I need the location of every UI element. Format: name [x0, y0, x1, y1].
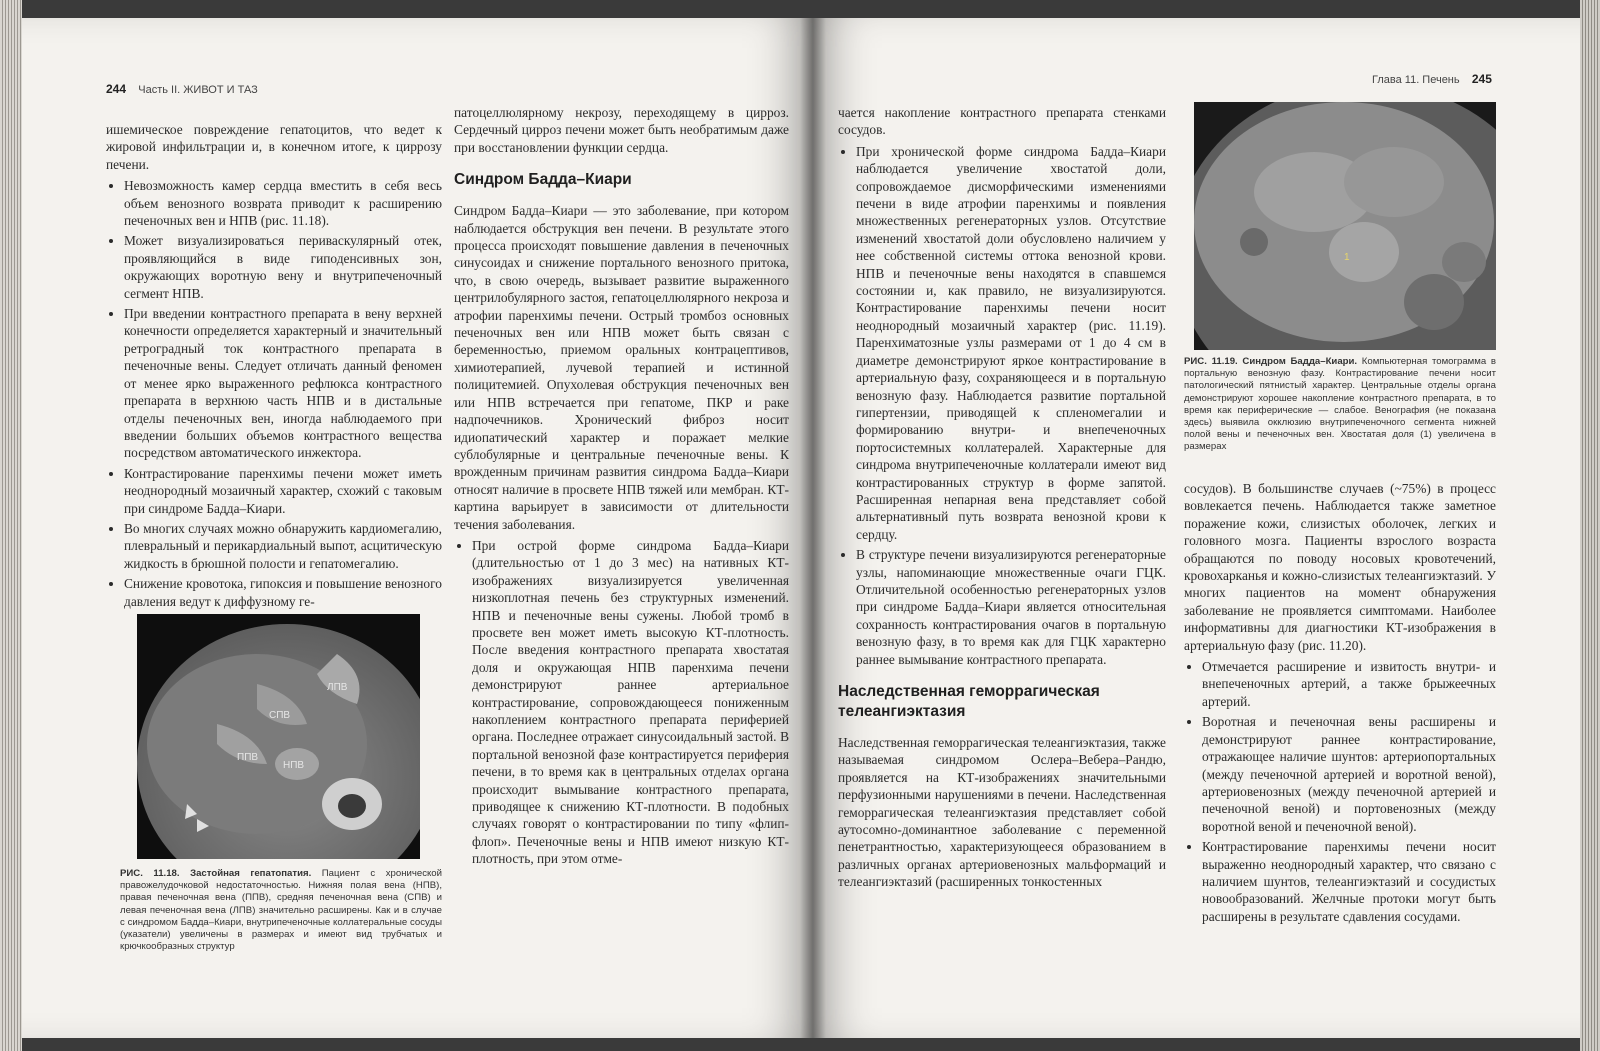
book-edge-right [1580, 0, 1600, 1051]
left-column-1 [106, 121, 442, 613]
left-running-head [106, 82, 258, 96]
left-col2-intro: патоцеллюлярному некрозу, переходящему в цирроз. Сердечный цирроз печени может быть необратимым даже при восстановлении функции сердца. [454, 105, 789, 155]
left-page [22, 18, 812, 1038]
ct-figure-11-19 [1194, 102, 1496, 350]
right-col1-intro: чается накопление контрастного препарата стенками сосудов. [838, 105, 1166, 138]
list-item: • При введении контрастного препарата в вену верхней конечности определяется характерный и значительный ретроградный ток контрастного препарата в печеночные вены. Следует отличать данный феномен от менее ярко выраженного рефлюкса контрастного препарата в верхнюю часть НПВ и в дистальные отделы печеночных вен, иногда наблюдаемого при введении больших объемов контрастного вещества посредством автоматического инжектора. [124, 305, 442, 462]
ct-figure-11-18 [137, 614, 420, 859]
list-item: • Контрастирование паренхимы печени носит выраженно неоднородный характер, что связано с наличием шунтов, телеангиэктазий и сосудистых новообразований. Желчные протоки могут быть расширены в результате сдавления сосудами. [1202, 838, 1496, 925]
list-item: • Отмечается расширение и извитость внутри- и внепеченочных артерий, а также брыжеечных артерий. [1202, 658, 1496, 710]
figure-11-18-caption-text: Пациент с хронической правожелудочковой недостаточностью. Нижняя полая вена (НПВ), правая печеночная вена (ППВ), средняя печеночная вена (СПВ) и левая печеночная вена (ЛПВ) значительно расширены. Как и в случае с синдромом Бадда–Киари, внутрипеченочные коллатеральные сосуды (указатели) увеличены в размерах и имеют вид трубчатых и крючкообразных структур [120, 868, 443, 953]
right-running-title: Глава 11. Печень [1372, 74, 1460, 86]
figure-label-spv: СПВ [269, 710, 291, 721]
left-col1-intro: ишемическое повреждение гепатоцитов, что ведет к жировой инфильтрации и, в конечном итоге, к циррозу печени. [106, 122, 442, 172]
right-col2-intro: сосудов). В большинстве случаев (~75%) в процесс вовлекается печень. Наблюдается также заметное поражение кожи, слизистых оболочек, легких и головного мозга. Пациенты взрослого возраста обращаются по поводу носовых кровотечений, кровохарканья и кожно-слизистых телеангиэктазий. У многих пациентов на момент обнаружения заболевание не проявляется симптомами. Наиболее информативны для диагностики КТ-изображения в артериальную фазу (рис. 11.20). [1184, 481, 1496, 653]
list-item: • При хронической форме синдрома Бадда–Киари наблюдается увеличение хвостатой доли, сопровождаемое дисморфическими изменениями печени в виде атрофии паренхимы и появления множественных регенераторных узлов. Отсутствие изменений хвостатой доли обусловлено наличием у нее собственной системы оттока венозной крови. НПВ и печеночные вены находятся в спавшемся состоянии и, как правило, не визуализируются. Контрастирование паренхимы печени носит неоднородный мозаичный характер (рис. 11.19). Паренхиматозные узлы размерами от 1 до 4 см в диаметре демонстрируют яркое контрастирование в артериальную фазу, сохраняющееся и в портальную венозную фазу. Наблюдается развитие портальной гипертензии, приводящей к спленомегалии и формированию внутри- и внепеченочных портосистемных коллатералей. Характерные для синдрома внутрипеченочные коллатерали имеют вид контрастированных структур в форме запятой. Расширенная непарная вена представляет собой альтернативный путь возврата венозной крови к сердцу. [856, 143, 1166, 543]
list-item: • При острой форме синдрома Бадда–Киари (длительностью от 1 до 3 мес) на нативных КТ-изображениях визуализируется увеличенная низкоплотная печень без структурных изменений. НПВ и печеночные вены сужены. Любой тромб в просвете вен может иметь высокую КТ-плотность. После введения контрастного препарата хвостатая доля и окружающая НПВ паренхима печени демонстрируют раннее артериальное контрастирование, сопровождающееся пониженным накоплением контрастного препарата периферией органа. Последнее отражает синусоидальный застой. В портальной венозной фазе контрастируется периферия печени, в то время как в центральных отделах органа происходит вымывание контрастного препарата, приводящее к снижению КТ-плотности. В подобных случаях говорят о контрастировании по типу «флип-флоп». Печеночные вены и НПВ имеют низкую КТ-плотность, при этом отме- [472, 537, 789, 868]
left-col2-para: Синдром Бадда–Киари — это заболевание, при котором наблюдается обструкция вен печени. В результате этого процесса происходят повышение давления в печеночных синусоидах и снижение портального венозного притока, что, в свою очередь, вызывает развитие выраженного центрилобулярного застоя, гепатоцеллюлярного некроза и атрофии паренхимы печени. Острый тромбоз основных печеночных вен или НПВ может быть связан с беременностью, приемом оральных контрацептивов, химиотерапией, лучевой терапией и истинной полицитемией. Опухолевая обструкция печеночных вен или НПВ встречается при гепатоме, ПКР и раке надпочечников. Хронический фиброз носит идиопатический характер и поражает мелкие сублобулярные и центральные печеночные вены. К врожденным причинам развития синдрома Бадда–Киари относят наличие в просвете НПВ тяжей или мембран. КТ-картина варьирует в зависимости от длительности течения заболевания. [454, 203, 789, 532]
list-item: • Контрастирование паренхимы печени может иметь неоднородный мозаичный характер, схожий с таковым при синдроме Бадда–Киари. [124, 465, 442, 517]
figure-11-19-caption-title: РИС. 11.19. Синдром Бадда–Киари. [1184, 356, 1358, 367]
section-title-hht: Наследственная геморрагическая телеангиэктазия [838, 683, 1100, 720]
ct-image-budd-chiari [1194, 102, 1496, 350]
figure-label-lpv: ЛПВ [327, 682, 348, 693]
figure-11-18-caption-title: РИС. 11.18. Застойная гепатопатия. [120, 868, 312, 879]
figure-label-caudate: 1 [1344, 252, 1350, 263]
right-col1-para: Наследственная геморрагическая телеангиэктазия, также называемая синдромом Ослера–Вебера–Рандю, проявляется на КТ-изображениях значительными перфузионными нарушениями в печени. Наследственная геморрагическая телеангиэктазия представляет собой аутосомно-доминантное заболевание с переменной пенетрантностью, характеризующееся образованием в различных органах артериовенозных мальформаций и телеангиэктазий (расширенных тонкостенных [838, 735, 1166, 890]
right-column-2 [1184, 480, 1496, 928]
book-edge-left [0, 0, 22, 1051]
list-item: • Воротная и печеночная вены расширены и демонстрируют раннее контрастирование, отражающее наличие шунтов: артериопортальных (между печеночной артерией и воротной веной), артериовенозных (между печеночной артерией и печеночной веной) и портовенозных (между воротной веной и печеночной веной). [1202, 713, 1496, 835]
right-running-head [1372, 72, 1492, 86]
right-column-1 [838, 104, 1166, 895]
left-running-title: Часть II. ЖИВОТ И ТАЗ [138, 84, 258, 96]
figure-11-18-caption [120, 868, 442, 953]
left-col1-bullets [106, 177, 442, 610]
list-item: • Может визуализироваться периваскулярный отек, проявляющийся в виде гиподенсивных зон, окружающих воротную вену и внутрипеченочный сегмент НПВ. [124, 232, 442, 302]
figure-11-19-caption-text: Компьютерная томограмма в портальную венозную фазу. Контрастирование печени носит патологический пятнистый характер. Центральные отделы органа демонстрируют хорошее накопление контрастного препарата, в то время как периферические — слабое. Венография (не показана здесь) выявила окклюзию внутрипеченочного сегмента нижней полой вены и печеночных вен. Хвостатая доля (1) увеличена в размерах [1184, 356, 1496, 453]
left-page-number: 244 [106, 82, 127, 96]
right-page [812, 18, 1580, 1038]
list-item: • Снижение кровотока, гипоксия и повышение венозного давления ведут к диффузному ге- [124, 575, 442, 610]
ct-image-congestive-hepatopathy [137, 614, 420, 859]
figure-label-ppv: ППВ [237, 752, 259, 763]
list-item: • Во многих случаях можно обнаружить кардиомегалию, плевральный и перикардиальный выпот, асцитическую жидкость в брюшной полости и гепатомегалию. [124, 520, 442, 572]
left-col2-bullets [454, 537, 789, 868]
right-col2-bullets [1184, 658, 1496, 925]
right-page-number: 245 [1471, 72, 1492, 86]
book-gutter [800, 18, 826, 1038]
list-item: • Невозможность камер сердца вместить в себя весь объем венозного возврата приводит к расширению печеночных вен и НПВ (рис. 11.18). [124, 177, 442, 229]
left-column-2 [454, 104, 789, 871]
list-item: • В структуре печени визуализируются регенераторные узлы, напоминающие множественные очаги ГЦК. Отличительной особенностью регенераторных узлов при синдроме Бадда–Киари является относительная сохранность контрастирования очагов в портальную венозную фазу, в то время как для ГЦК характерно раннее вымывание контрастного препарата. [856, 546, 1166, 668]
right-col1-bullets [838, 143, 1166, 668]
section-title-budd-chiari: Синдром Бадда–Киари [454, 171, 632, 189]
figure-11-19-caption [1184, 356, 1496, 454]
figure-label-npv: НПВ [283, 760, 305, 771]
